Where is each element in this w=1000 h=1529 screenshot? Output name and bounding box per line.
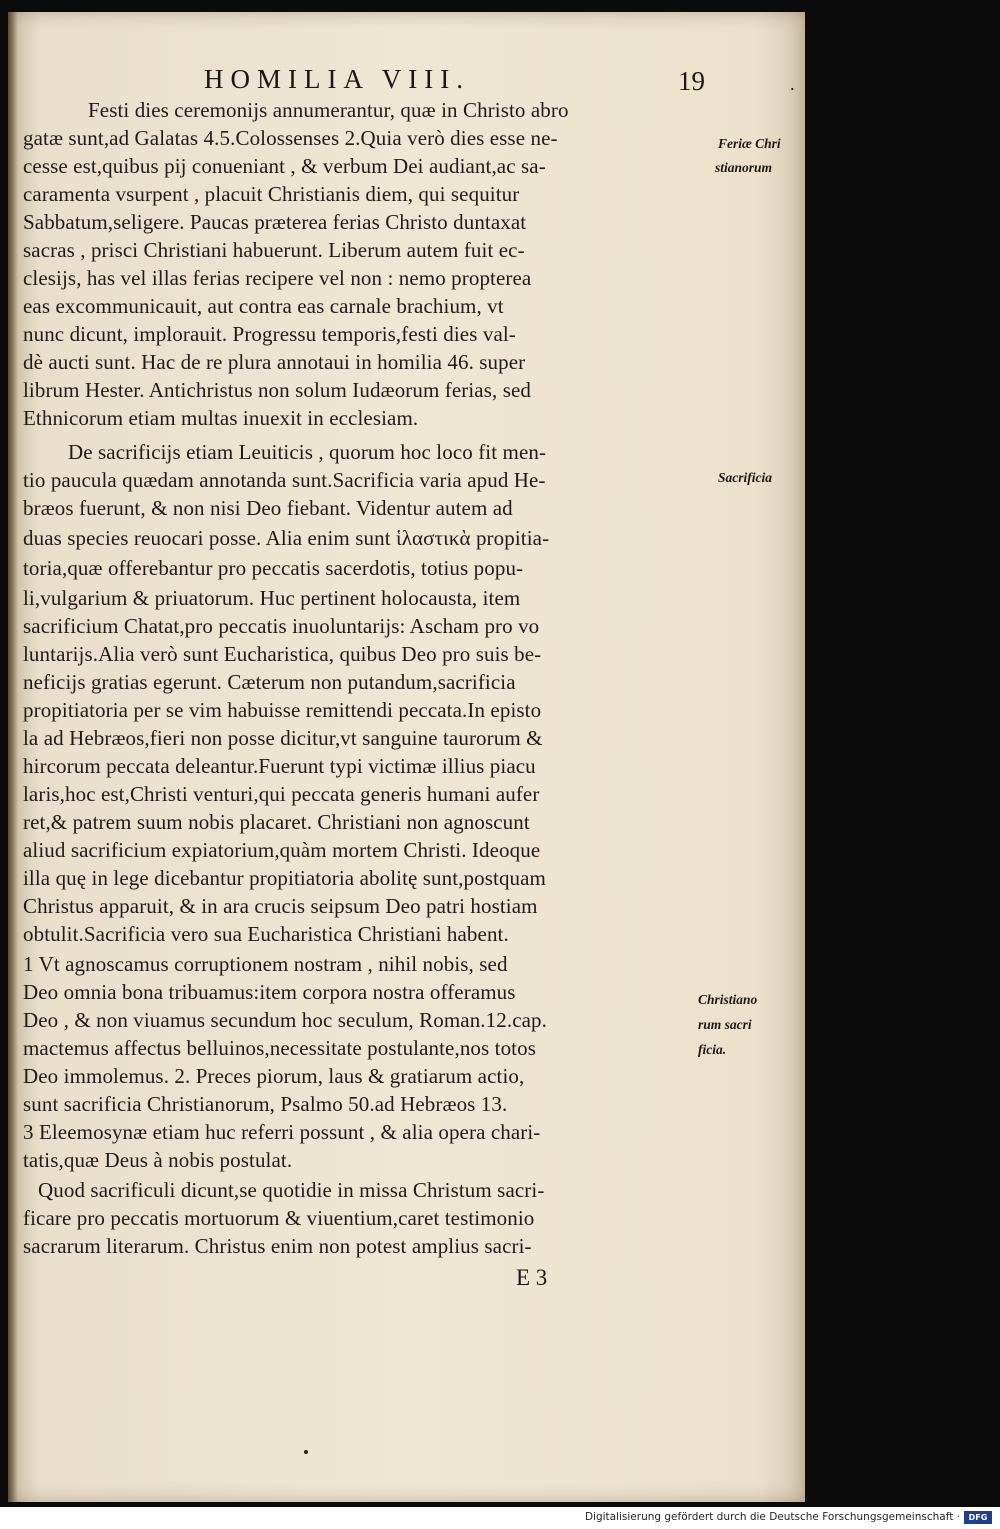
margin-note: Sacrificia <box>718 470 772 485</box>
text-line: nunc dicunt, implorauit. Progressu temporis,festi dies val- <box>23 322 516 346</box>
text-line: Deo immolemus. 2. Preces piorum, laus & gratiarum actio, <box>23 1064 525 1088</box>
funding-notice: Digitalisierung gefördert durch die Deutsche Forschungsgemeinschaft · <box>584 1511 960 1523</box>
text-line: gatæ sunt,ad Galatas 4.5.Colossenses 2.Quia verò dies esse ne- <box>23 126 558 150</box>
text-line: la ad Hebræos,fieri non posse dicitur,vt sanguine taurorum & <box>23 726 543 750</box>
text-line: neficijs gratias egerunt. Cæterum non putandum,sacrificia <box>23 670 516 694</box>
page-number: 19 <box>678 66 705 96</box>
text-line: ret,& patrem suum nobis placaret. Christiani non agnoscunt <box>23 810 530 834</box>
dfg-logo: DFG <box>964 1511 992 1524</box>
text-line: propitiatoria per se vim habuisse remittendi peccata.In episto <box>23 698 542 722</box>
text-line: sacrificium Chatat,pro peccatis inuoluntarijs: Ascham pro vo <box>23 614 540 638</box>
text-line: obtulit.Sacrificia vero sua Eucharistica Christiani habent. <box>23 922 509 946</box>
margin-note: stianorum <box>715 160 773 175</box>
text-line: cesse est,quibus pij conueniant , & verbum Dei audiant,ac sa- <box>23 154 546 178</box>
paper-speck <box>304 1450 308 1454</box>
text-line: toria,quæ offerebantur pro peccatis sacerdotis, totius popu- <box>23 556 524 580</box>
header-mark: . <box>790 74 795 94</box>
text-line: li,vulgarium & priuatorum. Huc pertinent holocausta, item <box>23 586 521 610</box>
text-line: duas species reuocari posse. Alia enim sunt ἱλαστικὰ propitia- <box>23 526 550 550</box>
text-line: sacras , prisci Christiani habuerunt. Liberum autem fuit ec- <box>23 238 525 262</box>
book-page <box>8 12 805 1502</box>
text-line: mactemus affectus belluinos,necessitate postulante,nos totos <box>23 1036 536 1060</box>
text-line: bræos fuerunt, & non nisi Deo fiebant. Videntur autem ad <box>23 496 513 520</box>
margin-note: Feriæ Chri <box>718 136 781 151</box>
text-line: 1 Vt agnoscamus corruptionem nostram , nihil nobis, sed <box>23 952 508 976</box>
text-line: eas excommunicauit, aut contra eas carnale brachium, vt <box>23 294 504 318</box>
running-head: HOMILIA VIII. <box>204 64 470 94</box>
text-line: ficare pro peccatis mortuorum & viuentium,caret testimonio <box>23 1206 535 1230</box>
footer-bar <box>0 1507 1000 1529</box>
text-line: Ethnicorum etiam multas inuexit in ecclesiam. <box>23 406 419 430</box>
text-line: librum Hester. Antichristus non solum Iudæorum ferias, sed <box>23 378 531 402</box>
text-line: tio paucula quædam annotanda sunt.Sacrificia varia apud He- <box>23 468 546 492</box>
text-line: illa quę in lege dicebantur propitiatoria abolitę sunt,postquam <box>23 866 546 890</box>
margin-note: rum sacri <box>698 1017 752 1032</box>
text-line: laris,hoc est,Christi venturi,qui peccata generis humani aufer <box>23 782 540 806</box>
text-line: aliud sacrificium expiatorium,quàm mortem Christi. Ideoque <box>23 838 541 862</box>
text-line: clesijs, has vel illas ferias recipere vel non : nemo propterea <box>23 266 532 290</box>
text-line: Festi dies ceremonijs annumerantur, quæ in Christo abro <box>88 98 569 122</box>
margin-note: ficia. <box>698 1042 727 1057</box>
text-line: De sacrificijs etiam Leuiticis , quorum hoc loco fit men- <box>68 440 547 464</box>
page-gutter <box>8 12 18 1502</box>
margin-note: Christiano <box>698 992 758 1007</box>
text-line: Sabbatum,seligere. Paucas præterea ferias Christo duntaxat <box>23 210 527 234</box>
text-line: Christus apparuit, & in ara crucis seipsum Deo patri hostiam <box>23 894 538 918</box>
text-line: Deo , & non viuamus secundum hoc seculum, Roman.12.cap. <box>23 1008 547 1032</box>
text-line: dè aucti sunt. Hac de re plura annotaui in homilia 46. super <box>23 350 526 374</box>
text-line: 3 Eleemosynæ etiam huc referri possunt , & alia opera chari- <box>23 1120 541 1144</box>
text-line: sunt sacrificia Christianorum, Psalmo 50.ad Hebræos 13. <box>23 1092 508 1116</box>
text-line: hircorum peccata deleantur.Fuerunt typi victimæ illius piacu <box>23 754 536 778</box>
text-line: tatis,quæ Deus à nobis postulat. <box>23 1148 293 1172</box>
text-line: caramenta vsurpent , placuit Christianis diem, qui sequitur <box>23 182 520 206</box>
signature-mark: E 3 <box>516 1265 548 1290</box>
text-line: luntarijs.Alia verò sunt Eucharistica, quibus Deo pro suis be- <box>23 642 542 666</box>
text-line: Deo omnia bona tribuamus:item corpora nostra offeramus <box>23 980 516 1004</box>
text-line: sacrarum literarum. Christus enim non potest amplius sacri- <box>23 1234 532 1258</box>
text-line: Quod sacrificuli dicunt,se quotidie in missa Christum sacri- <box>38 1178 545 1202</box>
